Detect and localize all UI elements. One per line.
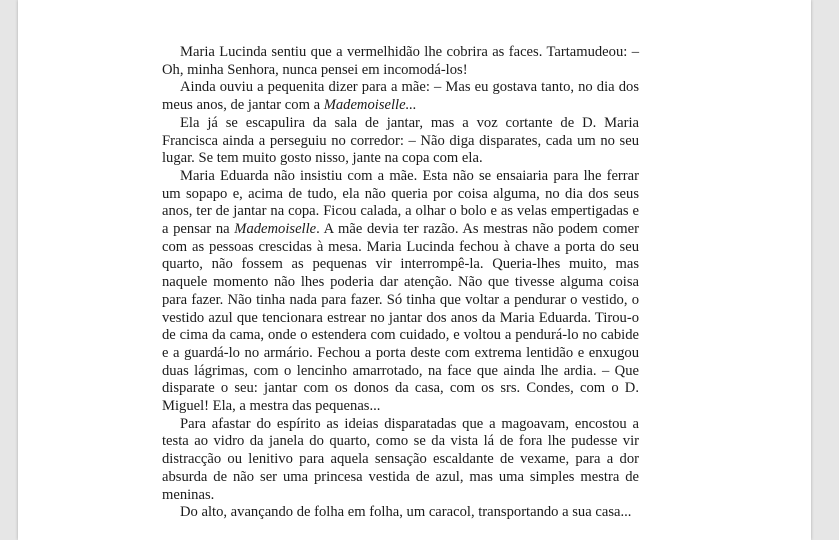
paragraph — [162, 115, 639, 168]
text-segment: Ainda ouviu a pequenita dizer para a mãe: – Mas eu gostava tanto, no dia dos meus anos, de jantar com a — [162, 79, 639, 114]
italic-text: Mademoiselle... — [323, 97, 417, 114]
paragraph — [162, 44, 639, 79]
italic-text: Mademoiselle — [234, 221, 317, 238]
text-segment: Para afastar do espírito as ideias disparatadas que a magoavam, encostou a testa ao vidro da janela do quarto, como se da vista lá de fora lhe pudesse vir distracção ou lenitivo para aquela sensação escaldante de vexame, para a dor absurda de não ser uma princesa vestida de azul, mas uma simples mestra de meninas. — [162, 415, 639, 503]
paragraph — [162, 168, 639, 416]
text-segment: Ela já se escapulira da sala de jantar, mas a voz cortante de D. Maria Francisca ainda a perseguiu no corredor: – Não diga disparates, cada um no seu lugar. Se tem muito gosto nisso, jante na copa com ela. — [162, 114, 639, 167]
text-segment: . A mãe devia ter razão. As mestras não podem comer com as pessoas crescidas à mesa. Maria Lucinda fechou à chave a porta do seu quarto, não fossem as pequenas vir interrompê-la. Queria-lhes muito, mas naquele momento não lhes poderia dar atenção. Não que tivesse alguma coisa para fazer. Não tinha nada para fazer. Só tinha que voltar a pendurar o vestido, o vestido azul que tencionara estrear no jantar dos anos da Maria Eduarda. Tirou-o de cima da cama, onde o estendera com cuidado, e voltou a pendurá-lo no cabide e a guardá-lo no armário. Fechou a porta deste com extrema lentidão e enxugou duas lágrimas, com o lencinho amarrotado, na face que ainda lhe ardia. – Que disparate o seu: jantar com os donos da casa, com os srs. Condes, com o D. Miguel! Ela, a mestra das pequenas... — [162, 221, 639, 415]
paragraph — [162, 504, 639, 522]
document-body — [162, 44, 639, 522]
text-segment: Do alto, avançando de folha em folha, um caracol, transportando a sua casa... — [180, 504, 632, 521]
paragraph — [162, 79, 639, 114]
text-segment: Maria Lucinda sentiu que a vermelhidão lhe cobrira as faces. Tartamudeou: – Oh, minha Senhora, nunca pensei em incomodá-los! — [162, 44, 639, 78]
text-segment: Maria Eduarda não insistiu com a mãe. Esta não se ensaiaria para lhe ferrar um sopapo e, acima de tudo, ela não queria por coisa alguma, no dia dos seus anos, ter de jantar na copa. Ficou calada, a olhar o bolo e as velas empertigadas e a pensar na — [162, 167, 639, 238]
document-page — [18, 0, 811, 540]
paragraph — [162, 416, 639, 505]
